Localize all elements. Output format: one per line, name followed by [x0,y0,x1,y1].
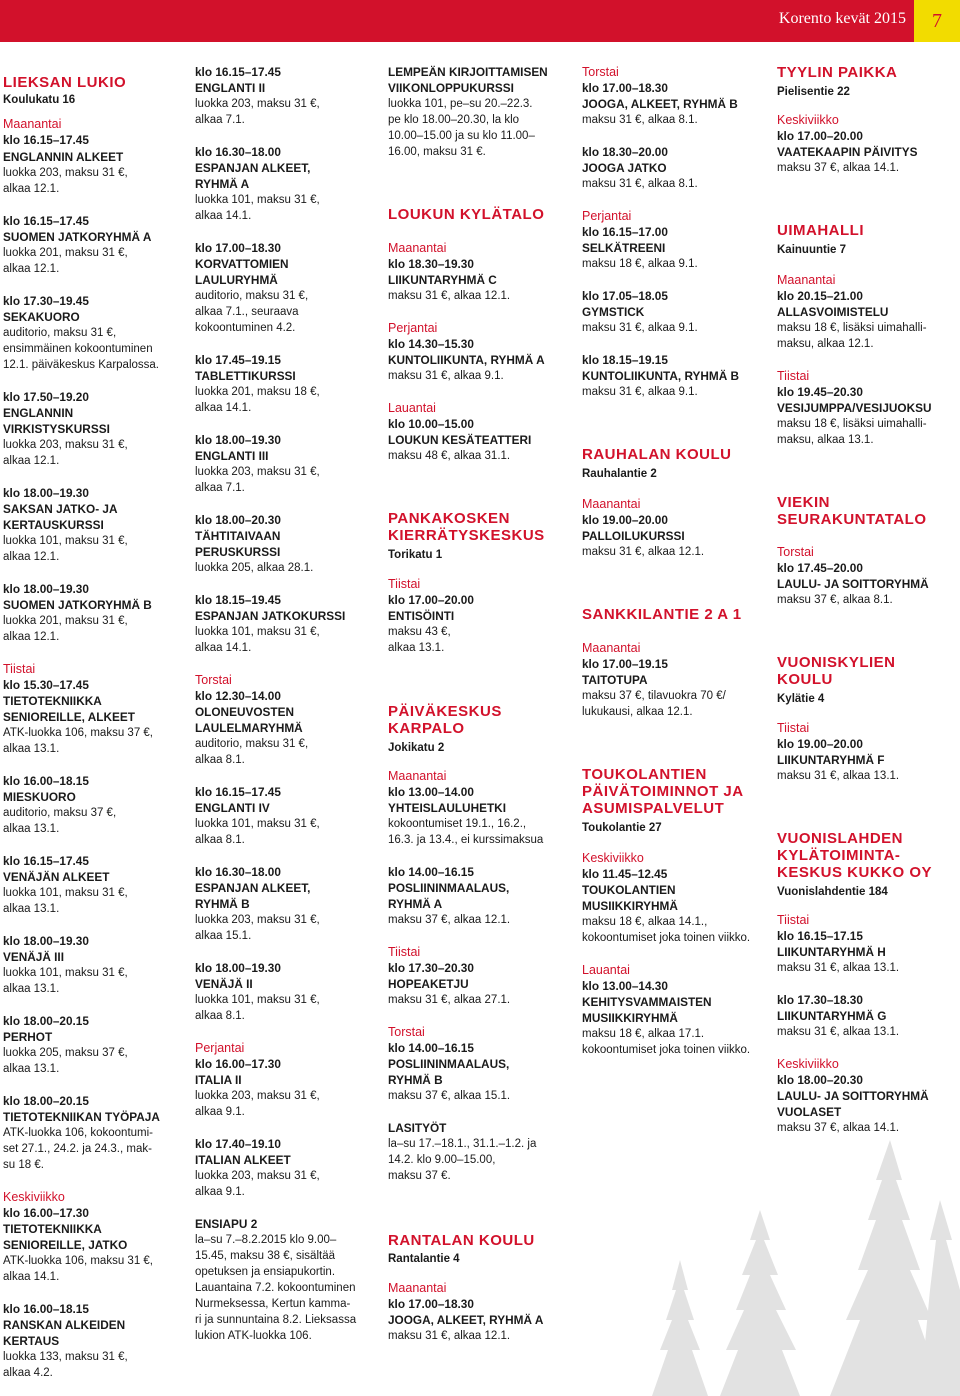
course-line: ENGLANNIN ALKEET [3,150,124,164]
course-line: KEHITYSVAMMAISTEN [582,995,712,1009]
course-detail: luokka 101, pe–su 20.–22.3. [388,98,533,110]
section-heading: SANKKILANTIE 2 A 1 [582,606,742,623]
course-line: klo 14.00–16.15 [388,1041,474,1055]
course-line: TIETOTEKNIIKKA [3,1222,102,1236]
course-detail: alkaa 8.1. [195,1010,245,1022]
course-detail: 10.00–15.00 ja su klo 11.00– [388,130,535,142]
course-detail: alkaa 14.1. [195,642,252,654]
course-line: LIIKUNTARYHMÄ G [777,1009,887,1023]
course-line: SAKSAN JATKO- JA [3,502,118,516]
course-detail: luokka 201, maksu 18 €, [195,386,320,398]
course-detail: kokoontumiset joka toinen viikko. [582,932,751,944]
course-line: LASITYÖT [388,1121,447,1135]
section-heading: LOUKUN KYLÄTALO [388,206,545,223]
course-line: klo 17.45–19.15 [195,353,281,367]
weekday-label: Tiistai [777,369,810,383]
course-detail: 16.00, maksu 31 €. [388,146,486,158]
course-line: LAULELMARYHMÄ [195,721,303,735]
address-line: Rantalantie 4 [388,1253,460,1265]
course-line: ESPANJAN ALKEET, [195,161,311,175]
weekday-label: Perjantai [195,1041,245,1055]
course-line: klo 18.00–19.30 [3,934,89,948]
course-line: KERTAUS [3,1334,60,1348]
course-line: klo 17.45–20.00 [777,561,863,575]
course-detail: luokka 101, maksu 31 €, [195,626,320,638]
course-line: klo 17.50–19.20 [3,390,89,404]
course-detail: alkaa 12.1. [3,455,60,467]
course-detail: 14.2. klo 9.00–15.00, [388,1154,496,1166]
course-detail: alkaa 9.1. [195,1186,245,1198]
course-detail: luokka 203, maksu 31 €, [195,1170,320,1182]
course-line: klo 16.00–17.30 [3,1206,89,1220]
weekday-label: Keskiviikko [777,1057,839,1071]
section-heading: ASUMISPALVELUT [582,800,725,817]
course-line: TIETOTEKNIIKAN TYÖPAJA [3,1110,160,1124]
course-detail: 12.1. päiväkeskus Karpalossa. [3,359,159,371]
section-heading: KIERRÄTYSKESKUS [388,527,545,544]
course-line: PERUSKURSSI [195,545,281,559]
course-line: klo 17.00–20.00 [388,593,474,607]
course-detail: maksu 31 €, alkaa 13.1. [777,1026,900,1038]
course-detail: luokka 201, maksu 31 €, [3,247,128,259]
course-detail: luokka 203, maksu 31 €, [195,1090,320,1102]
course-detail: alkaa 4.2. [3,1367,53,1379]
issue-title: Korento kevät 2015 [778,10,906,27]
course-detail: luokka 203, maksu 31 €, [195,98,320,110]
course-detail: ensimmäinen kokoontuminen [3,343,153,355]
course-detail: maksu 37 €. [388,1170,451,1182]
section-heading: PANKAKOSKEN [388,510,510,527]
course-detail: maksu 18 €, alkaa 14.1., [582,916,708,928]
course-line: klo 17.00–18.30 [195,241,281,255]
course-detail: kokoontuminen 4.2. [195,322,296,334]
weekday-label: Keskiviikko [777,113,839,127]
course-line: JOOGA, ALKEET, RYHMÄ A [388,1313,544,1327]
course-detail: auditorio, maksu 31 €, [195,738,309,750]
course-line: klo 18.15–19.15 [582,353,668,367]
course-line: KORVATTOMIEN [195,257,289,271]
course-line: TABLETTIKURSSI [195,369,296,383]
course-line: KUNTOLIIKUNTA, RYHMÄ B [582,369,740,383]
course-detail: luokka 203, maksu 31 €, [195,914,320,926]
address-line: Vuonislahdentie 184 [777,886,888,898]
course-line: klo 12.30–14.00 [195,689,281,703]
course-line: klo 17.30–20.30 [388,961,474,975]
course-line: LEMPEÄN KIRJOITTAMISEN [388,65,548,79]
weekday-label: Tiistai [388,577,421,591]
course-detail: luokka 205, maksu 37 €, [3,1047,128,1059]
section-heading: RAUHALAN KOULU [582,446,732,463]
course-line: ENGLANTI III [195,449,269,463]
course-detail: lukion ATK-luokka 106. [195,1330,312,1342]
course-detail: auditorio, maksu 31 €, [195,290,309,302]
course-detail: maksu 37 €, alkaa 14.1. [777,162,900,174]
course-detail: 16.3. ja 13.4., ei kurssimaksua [388,834,544,846]
course-line: klo 18.00–19.30 [3,486,89,500]
course-detail: maksu, alkaa 13.1. [777,434,874,446]
course-line: TOUKOLANTIEN [582,883,676,897]
address-line: Pielisentie 22 [777,86,850,98]
course-line: ENGLANTI IV [195,801,270,815]
course-line: LIIKUNTARYHMÄ C [388,273,497,287]
course-line: LOUKUN KESÄTEATTERI [388,433,532,447]
course-detail: luokka 101, maksu 31 €, [195,994,320,1006]
course-line: LIIKUNTARYHMÄ H [777,945,886,959]
address-line: Torikatu 1 [388,549,443,561]
course-detail: maksu 37 €, tilavuokra 70 €/ [582,690,726,702]
course-line: KERTAUSKURSSI [3,518,104,532]
address-line: Toukolantie 27 [582,822,662,834]
weekday-label: Tiistai [777,913,810,927]
course-detail: alkaa 9.1. [195,1106,245,1118]
weekday-label: Tiistai [3,662,36,676]
course-line: klo 16.00–17.30 [195,1057,281,1071]
course-detail: luokka 101, maksu 31 €, [3,535,128,547]
address-line: Koulukatu 16 [3,94,76,106]
course-detail: maksu 31 €, alkaa 9.1. [582,386,698,398]
weekday-label: Tiistai [777,721,810,735]
course-line: SELKÄTREENI [582,241,666,255]
course-line: SUOMEN JATKORYHMÄ B [3,598,152,612]
course-detail: maksu 31 €, alkaa 12.1. [388,290,511,302]
course-line: klo 18.00–19.30 [195,433,281,447]
course-detail: alkaa 8.1. [195,754,245,766]
course-detail: luokka 203, maksu 31 €, [195,466,320,478]
course-line: SENIOREILLE, JATKO [3,1238,128,1252]
course-line: klo 13.00–14.00 [388,785,474,799]
course-line: POSLIININMAALAUS, [388,1057,510,1071]
course-detail: maksu 18 €, alkaa 17.1. [582,1028,705,1040]
weekday-label: Maanantai [3,117,62,131]
section-heading: VUONISKYLIEN [777,654,896,671]
course-line: klo 18.30–19.30 [388,257,474,271]
weekday-label: Torstai [195,673,232,687]
course-line: klo 19.45–20.30 [777,385,863,399]
course-detail: ATK-luokka 106, maksu 37 €, [3,727,153,739]
course-line: klo 18.00–20.15 [3,1094,89,1108]
course-detail: 15.45, maksu 38 €, sisältää [195,1250,335,1262]
course-line: ESPANJAN JATKOKURSSI [195,609,346,623]
course-line: ITALIA II [195,1073,242,1087]
course-line: MUSIIKKIRYHMÄ [582,1011,678,1025]
course-line: ESPANJAN ALKEET, [195,881,311,895]
section-heading: KOULU [777,671,833,688]
course-detail: lukukausi, alkaa 12.1. [582,706,693,718]
course-line: klo 16.15–17.00 [582,225,668,239]
section-heading: PÄIVÄTOIMINNOT JA [582,783,744,800]
course-line: MIESKUORO [3,790,76,804]
course-detail: maksu 31 €, alkaa 12.1. [582,546,705,558]
course-detail: la–su 17.–18.1., 31.1.–1.2. ja [388,1138,537,1150]
course-line: PALLOILUKURSSI [582,529,685,543]
course-detail: maksu 31 €, alkaa 8.1. [582,114,698,126]
course-line: klo 16.00–18.15 [3,1302,89,1316]
course-line: KUNTOLIIKUNTA, RYHMÄ A [388,353,545,367]
course-line: klo 16.30–18.00 [195,145,281,159]
course-line: klo 18.00–20.30 [195,513,281,527]
course-detail: alkaa 12.1. [3,551,60,563]
course-line: RYHMÄ A [195,177,250,191]
section-heading: VUONISLAHDEN [777,830,904,847]
course-detail: maksu 37 €, alkaa 8.1. [777,594,893,606]
course-line: RYHMÄ B [388,1073,443,1087]
course-detail: maksu 48 €, alkaa 31.1. [388,450,511,462]
course-detail: alkaa 14.1. [3,1271,60,1283]
weekday-label: Lauantai [388,401,436,415]
course-line: MUSIIKKIRYHMÄ [582,899,678,913]
course-line: klo 18.00–19.30 [3,582,89,596]
course-detail: Nurmeksessa, Kertun kamma- [195,1298,351,1310]
course-line: klo 19.00–20.00 [582,513,668,527]
course-detail: alkaa 12.1. [3,263,60,275]
course-line: ENGLANTI II [195,81,266,95]
course-detail: maksu 37 €, alkaa 15.1. [388,1090,511,1102]
course-detail: auditorio, maksu 31 €, [3,327,117,339]
course-line: klo 11.45–12.45 [582,867,668,881]
weekday-label: Torstai [777,545,814,559]
course-detail: luokka 203, maksu 31 €, [3,439,128,451]
course-line: klo 17.00–18.30 [388,1297,474,1311]
course-line: klo 18.30–20.00 [582,145,668,159]
course-line: TAITOTUPA [582,673,648,687]
course-detail: alkaa 13.1. [3,823,60,835]
course-detail: alkaa 13.1. [3,743,60,755]
weekday-label: Maanantai [582,641,641,655]
weekday-label: Lauantai [582,963,630,977]
course-line: klo 16.15–17.45 [195,65,281,79]
weekday-label: Keskiviikko [582,851,644,865]
section-heading: UIMAHALLI [777,222,864,239]
course-line: klo 14.00–16.15 [388,865,474,879]
course-detail: maksu, alkaa 12.1. [777,338,874,350]
course-line: VESIJUMPPA/VESIJUOKSU [777,401,932,415]
course-line: VENÄJÄ II [195,977,253,991]
course-detail: alkaa 14.1. [195,210,252,222]
course-line: VAATEKAAPIN PÄIVITYS [777,145,918,159]
course-line: SENIOREILLE, ALKEET [3,710,135,724]
course-detail: luokka 201, maksu 31 €, [3,615,128,627]
course-line: klo 16.15–17.45 [195,785,281,799]
course-line: VENÄJÄ III [3,950,64,964]
address-line: Rauhalantie 2 [582,468,657,480]
section-heading: TYYLIN PAIKKA [777,64,898,81]
course-line: klo 16.30–18.00 [195,865,281,879]
course-detail: ATK-luokka 106, maksu 31 €, [3,1255,153,1267]
section-heading: LIEKSAN LUKIO [3,74,127,91]
course-line: klo 17.40–19.10 [195,1137,281,1151]
course-detail: kokoontumiset joka toinen viikko. [582,1044,751,1056]
course-line: klo 16.15–17.45 [3,133,89,147]
course-detail: maksu 18 €, alkaa 9.1. [582,258,698,270]
course-line: SEKAKUORO [3,310,80,324]
course-line: VENÄJÄN ALKEET [3,870,110,884]
course-line: PERHOT [3,1030,53,1044]
course-detail: maksu 37 €, alkaa 12.1. [388,914,511,926]
course-line: klo 18.00–19.30 [195,961,281,975]
course-line: GYMSTICK [582,305,645,319]
course-detail: alkaa 12.1. [3,183,60,195]
course-line: klo 15.30–17.45 [3,678,89,692]
course-detail: alkaa 7.1. [195,482,245,494]
course-detail: la–su 7.–8.2.2015 klo 9.00– [195,1234,337,1246]
course-line: HOPEAKETJU [388,977,469,991]
weekday-label: Torstai [388,1025,425,1039]
course-line: ALLASVOIMISTELU [777,305,889,319]
course-line: klo 16.00–18.15 [3,774,89,788]
course-line: YHTEISLAULUHETKI [388,801,506,815]
course-detail: maksu 31 €, alkaa 9.1. [582,322,698,334]
course-detail: maksu 18 €, lisäksi uimahalli- [777,418,927,430]
course-line: klo 18.15–19.45 [195,593,281,607]
course-detail: luokka 101, maksu 31 €, [195,818,320,830]
course-line: VUOLASET [777,1105,842,1119]
course-detail: auditorio, maksu 37 €, [3,807,117,819]
course-line: JOOGA JATKO [582,161,667,175]
weekday-label: Tiistai [388,945,421,959]
weekday-label: Maanantai [388,769,447,783]
course-detail: maksu 31 €, alkaa 13.1. [777,770,900,782]
weekday-label: Maanantai [388,241,447,255]
address-line: Kylätie 4 [777,693,825,705]
course-line: SUOMEN JATKORYHMÄ A [3,230,152,244]
course-line: klo 10.00–15.00 [388,417,474,431]
page-number: 7 [914,0,960,42]
course-line: klo 14.30–15.30 [388,337,474,351]
section-heading: SEURAKUNTATALO [777,511,927,528]
weekday-label: Maanantai [777,273,836,287]
course-line: klo 17.00–18.30 [582,81,668,95]
course-line: klo 18.00–20.30 [777,1073,863,1087]
course-line: TIETOTEKNIIKKA [3,694,102,708]
course-line: klo 16.15–17.45 [3,214,89,228]
course-line: RYHMÄ B [195,897,250,911]
course-detail: maksu 31 €, alkaa 12.1. [388,1330,511,1342]
course-detail: maksu 31 €, alkaa 8.1. [582,178,698,190]
course-detail: opetuksen ja ensiapukortin. [195,1266,336,1278]
course-detail: maksu 37 €, alkaa 14.1. [777,1122,900,1134]
course-detail: luokka 101, maksu 31 €, [3,887,128,899]
section-heading: RANTALAN KOULU [388,1232,535,1249]
weekday-label: Torstai [582,65,619,79]
course-detail: alkaa 13.1. [3,983,60,995]
course-line: klo 17.05–18.05 [582,289,668,303]
weekday-label: Perjantai [582,209,632,223]
course-line: klo 20.15–21.00 [777,289,863,303]
course-line: RANSKAN ALKEIDEN [3,1318,126,1332]
course-detail: luokka 203, maksu 31 €, [3,167,128,179]
course-detail: alkaa 8.1. [195,834,245,846]
course-detail: su 18 €. [3,1159,44,1171]
course-detail: Lauantaina 7.2. kokoontuminen [195,1282,356,1294]
course-line: VIRKISTYSKURSSI [3,422,110,436]
course-line: klo 13.00–14.30 [582,979,668,993]
course-detail: luokka 205, alkaa 28.1. [195,562,314,574]
course-line: VIIKONLOPPUKURSSI [388,81,514,95]
course-line: klo 17.00–20.00 [777,129,863,143]
course-line: ENSIAPU 2 [195,1217,258,1231]
course-line: JOOGA, ALKEET, RYHMÄ B [582,97,738,111]
course-detail: maksu 18 €, lisäksi uimahalli- [777,322,927,334]
course-detail: kokoontumiset 19.1., 16.2., [388,818,527,830]
section-heading: KYLÄTOIMINTA- [777,847,901,864]
section-heading: PÄIVÄKESKUS [388,703,502,720]
course-line: LAULU- JA SOITTORYHMÄ [777,1089,929,1103]
section-heading: VIEKIN [777,494,831,511]
course-detail: alkaa 13.1. [3,1063,60,1075]
weekday-label: Maanantai [388,1281,447,1295]
course-detail: alkaa 12.1. [3,631,60,643]
course-detail: maksu 43 €, [388,626,451,638]
address-line: Jokikatu 2 [388,742,445,754]
course-line: LAULURYHMÄ [195,273,278,287]
weekday-label: Maanantai [582,497,641,511]
course-line: klo 17.30–18.30 [777,993,863,1007]
course-line: ENTISÖINTI [388,609,455,623]
weekday-label: Keskiviikko [3,1190,65,1204]
course-line: LIIKUNTARYHMÄ F [777,753,885,767]
section-heading: TOUKOLANTIEN [582,766,707,783]
section-heading: KARPALO [388,720,465,737]
course-line: ENGLANNIN [3,406,74,420]
address-line: Kainuuntie 7 [777,244,847,256]
course-detail: ri ja sunnuntaina 8.2. Lieksassa [195,1314,357,1326]
course-detail: luokka 133, maksu 31 €, [3,1351,128,1363]
course-detail: ATK-luokka 106, kokoontumi- [3,1127,153,1139]
course-line: LAULU- JA SOITTORYHMÄ [777,577,929,591]
course-line: klo 17.30–19.45 [3,294,89,308]
weekday-label: Perjantai [388,321,438,335]
course-line: klo 19.00–20.00 [777,737,863,751]
course-detail: alkaa 13.1. [388,642,445,654]
course-line: OLONEUVOSTEN [195,705,294,719]
course-detail: maksu 31 €, alkaa 13.1. [777,962,900,974]
course-detail: pe klo 18.00–20.30, la klo [388,114,520,126]
course-detail: alkaa 13.1. [3,903,60,915]
course-line: klo 16.15–17.15 [777,929,863,943]
course-detail: alkaa 7.1. [195,114,245,126]
course-line: POSLIININMAALAUS, [388,881,510,895]
course-detail: luokka 101, maksu 31 €, [195,194,320,206]
course-line: klo 17.00–19.15 [582,657,668,671]
course-line: klo 18.00–20.15 [3,1014,89,1028]
course-detail: alkaa 15.1. [195,930,252,942]
course-line: ITALIAN ALKEET [195,1153,291,1167]
course-line: TÄHTITAIVAAN [195,529,281,543]
course-detail: maksu 31 €, alkaa 9.1. [388,370,504,382]
course-detail: maksu 31 €, alkaa 27.1. [388,994,511,1006]
section-heading: KESKUS KUKKO OY [777,864,933,881]
course-detail: set 27.1., 24.2. ja 24.3., mak- [3,1143,152,1155]
course-detail: alkaa 14.1. [195,402,252,414]
course-detail: luokka 101, maksu 31 €, [3,967,128,979]
course-detail: alkaa 7.1., seuraava [195,306,299,318]
course-line: RYHMÄ A [388,897,443,911]
course-line: klo 16.15–17.45 [3,854,89,868]
